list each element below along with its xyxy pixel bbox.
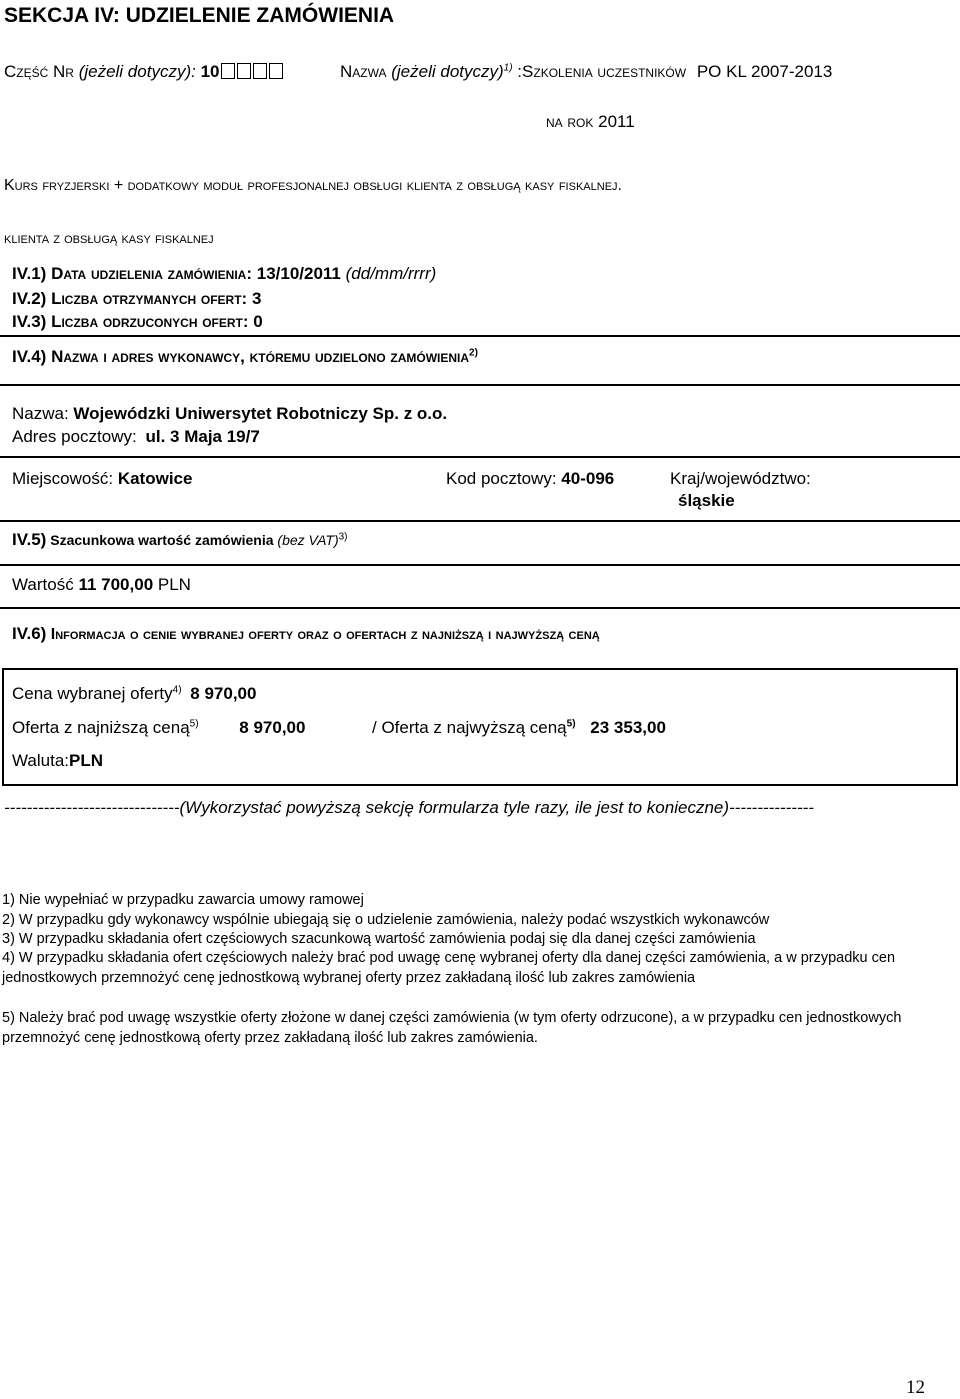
contractor-name-label: Nazwa:	[12, 404, 69, 423]
divider-address	[0, 456, 960, 458]
footnote-5: 5) Należy brać pod uwagę wszystkie oferty złożone w danej części zamówienia (w tym oferty odrzucone), a w przypadku cen jednostkowych przemnożyć cenę jednostkową oferty przez zakładaną ilość lub zakres zamówienia.	[2, 1010, 902, 1046]
currency-value: PLN	[69, 751, 104, 770]
lowest-price-sup: 5)	[189, 718, 199, 730]
iv5-value: 11 700,00	[78, 575, 154, 594]
part-label: Część Nr	[4, 62, 74, 81]
part-note: (jeżeli dotyczy):	[78, 62, 196, 81]
currency-label: Waluta:	[12, 751, 70, 770]
iv5-note: (bez VAT)	[277, 532, 339, 548]
iv5-value-label: Wartość	[12, 575, 74, 594]
iv4-label: IV.4) Nazwa i adres wykonawcy, któremu udzielono zamówienia	[12, 347, 470, 366]
highest-price-value: 23 353,00	[590, 718, 666, 737]
highest-price-label: / Oferta z najwyższą ceną	[372, 718, 567, 737]
contractor-address-value: ul. 3 Maja 19/7	[145, 427, 260, 446]
course-line-2: klienta z obsługą kasy fiskalnej	[4, 230, 214, 247]
contractor-region-label: Kraj/województwo:	[670, 469, 811, 488]
iv4-sup: 2)	[469, 347, 478, 359]
iv3-line	[12, 312, 263, 332]
currency-line	[12, 751, 103, 771]
selected-price-sup: 4)	[172, 684, 182, 696]
repeat-note: -------------------------------(Wykorzystać powyższą sekcję formularza tyle razy, ile jest to konieczne)---------------	[4, 798, 814, 817]
iv3-label: IV.3) Liczba odrzuconych ofert:	[12, 312, 249, 331]
divider-iv4	[0, 335, 960, 337]
footnote-4: 4) W przypadku składania ofert częściowych należy brać pod uwagę cenę wybranej oferty dla danej części zamówienia, a w przypadku cen jednostkowych przemnożyć cenę jednostkową wybranej oferty przez zakładaną ilość lub zakres zamówienia	[2, 950, 896, 986]
divider-iv6	[0, 607, 960, 609]
contractor-postal-value: 40-096	[561, 469, 615, 488]
contractor-city-label: Miejscowość:	[12, 469, 114, 488]
iv5-value-line	[12, 575, 191, 595]
part-line	[4, 62, 283, 82]
section-title: SEKCJA IV: UDZIELENIE ZAMÓWIENIA	[4, 4, 395, 27]
part-boxes	[219, 62, 283, 81]
contractor-region-value: śląskie	[678, 491, 735, 510]
iv3-value: 0	[253, 312, 263, 331]
contractor-postal-line	[446, 469, 614, 489]
contractor-postal-label: Kod pocztowy:	[446, 469, 557, 488]
divider-iv5-bottom	[0, 564, 960, 566]
highest-price-sup: 5)	[566, 718, 576, 730]
name-sup: 1)	[503, 62, 513, 74]
contractor-name-line	[12, 404, 447, 424]
name-value-3: na rok 2011	[546, 112, 635, 131]
name-value: :Szkolenia uczestników	[517, 62, 687, 81]
iv6-title: Informacja o cenie wybranej oferty oraz o ofertach z najniższą i najwyższą ceną	[50, 626, 600, 643]
footnote-2: 2) W przypadku gdy wykonawcy wspólnie ubiegają się o udzielenie zamówienia, należy podać wszystkich wykonawców	[2, 912, 770, 928]
iv6-label: IV.6)	[12, 624, 47, 643]
name-note: (jeżeli dotyczy)	[391, 62, 504, 81]
lowest-price-line	[12, 718, 305, 738]
selected-price-line	[12, 684, 256, 704]
footnote-1: 1) Nie wypełniać w przypadku zawarcia umowy ramowej	[2, 892, 364, 908]
iv5-title: Szacunkowa wartość zamówienia	[50, 532, 274, 548]
iv5-sup: 3)	[338, 531, 348, 543]
highest-price-line	[372, 718, 666, 738]
name-label: Nazwa	[340, 62, 387, 81]
name-value-2: PO KL 2007-2013	[696, 62, 833, 81]
selected-price-value: 8 970,00	[190, 684, 257, 703]
iv1-value: 13/10/2011	[256, 264, 341, 283]
lowest-price-value: 8 970,00	[239, 718, 306, 737]
contractor-name-value: Wojewódzki Uniwersytet Robotniczy Sp. z o.o.	[73, 404, 448, 423]
iv2-label: IV.2) Liczba otrzymanych ofert:	[12, 289, 248, 308]
iv2-value: 3	[251, 289, 262, 308]
iv1-note: (dd/mm/rrrr)	[345, 264, 437, 283]
contractor-city-value: Katowice	[117, 469, 193, 488]
footnote-3: 3) W przypadku składania ofert częściowych szacunkową wartość zamówienia podaj się dla danej części zamówienia	[2, 931, 756, 947]
name-line	[340, 62, 832, 82]
iv4-heading	[12, 347, 478, 367]
course-line: Kurs fryzjerski + dodatkowy moduł profesjonalnej obsługi klienta z obsługą kasy fiskalnej.	[4, 177, 622, 194]
iv1-label: IV.1) Data udzielenia zamówienia:	[12, 264, 252, 283]
contractor-city-line	[12, 469, 192, 489]
part-value: 10	[200, 62, 220, 81]
iv1-line	[12, 264, 436, 284]
page-number: 12	[906, 1377, 925, 1398]
divider-iv4-bottom	[0, 384, 960, 386]
divider-iv5	[0, 520, 960, 522]
selected-price-label: Cena wybranej oferty	[12, 684, 173, 703]
lowest-price-label: Oferta z najniższą ceną	[12, 718, 190, 737]
iv6-heading	[12, 624, 600, 644]
contractor-address-label: Adres pocztowy:	[12, 427, 137, 446]
iv5-heading	[12, 530, 348, 550]
iv5-currency: PLN	[157, 575, 191, 594]
contractor-address-line	[12, 427, 260, 447]
iv2-line	[12, 289, 261, 309]
iv5-label: IV.5)	[12, 530, 47, 549]
